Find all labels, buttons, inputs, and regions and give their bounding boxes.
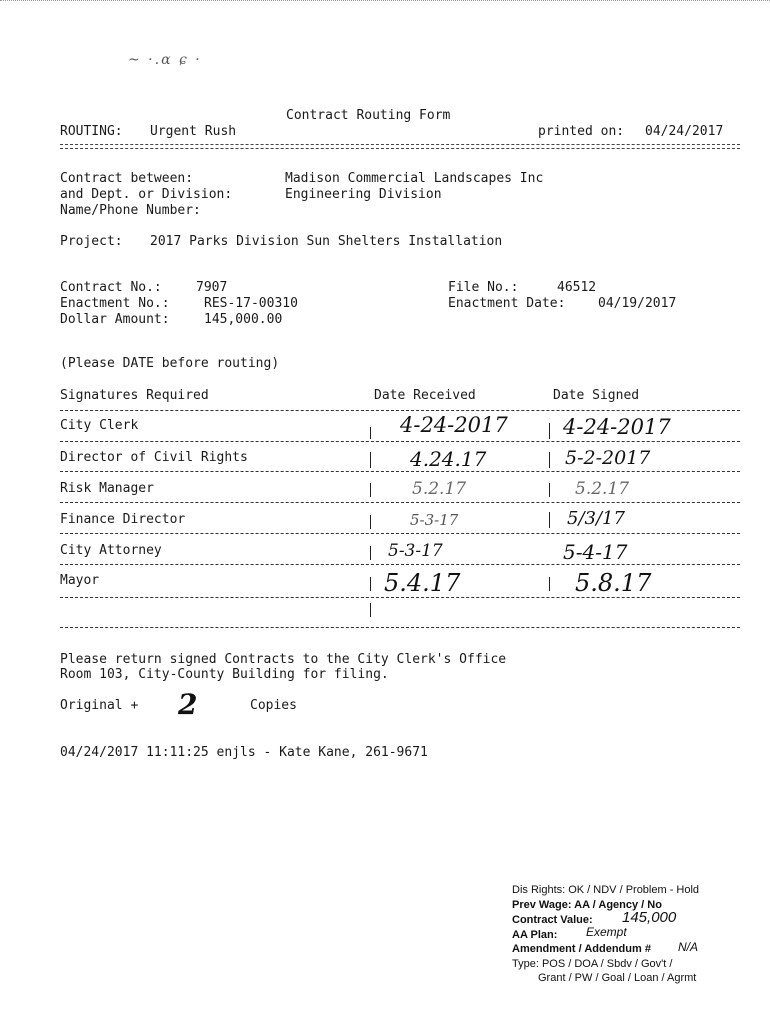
copies-label: Copies: [250, 698, 297, 713]
stamp-contract-value: 145,000: [622, 909, 677, 926]
stamp-amendment-label: Amendment / Addendum #: [512, 943, 651, 955]
role-mayor: Mayor: [60, 573, 100, 588]
enactment-date-label: Enactment Date:: [448, 296, 566, 311]
contract-between-label: Contract between:: [60, 171, 194, 186]
header-rule: [60, 144, 740, 149]
date-signed: 5.8.17: [575, 569, 652, 597]
file-no-label: File No.:: [448, 280, 519, 295]
faint-scribble: ~ ·.ɑ ɕ ·: [128, 52, 202, 68]
stamp-aa-plan-label: AA Plan:: [512, 929, 558, 941]
column-separator: [549, 577, 550, 591]
stamp-aa-plan-value: Exempt: [586, 925, 627, 939]
column-header-signed: Date Signed: [553, 388, 640, 403]
return-instructions-line-2: Room 103, City-County Building for filing.: [60, 667, 389, 682]
dollar-amount-label: Dollar Amount:: [60, 312, 170, 327]
column-separator: [370, 603, 371, 617]
column-separator: [549, 452, 550, 468]
stamp-grant-line: Grant / PW / Goal / Loan / Agrmt: [538, 972, 697, 984]
role-city-clerk: City Clerk: [60, 418, 139, 433]
row-divider: [60, 441, 740, 442]
role-director-civil-rights: Director of Civil Rights: [60, 450, 248, 465]
copies-count: 2: [178, 688, 198, 721]
project-label: Project:: [60, 234, 123, 249]
row-divider: [60, 533, 740, 534]
date-received: 5-3-17: [388, 541, 443, 561]
routing-value: Urgent Rush: [150, 124, 237, 139]
stamp-contract-value-label: Contract Value:: [512, 914, 593, 926]
printed-date: 04/24/2017: [645, 124, 724, 139]
column-separator: [549, 423, 550, 439]
row-divider: [60, 502, 740, 503]
stamp-prev-wage: Prev Wage: AA / Agency / No: [512, 899, 662, 911]
dept-value: Engineering Division: [285, 187, 442, 202]
contract-no-value: 7907: [196, 280, 228, 295]
contract-no-label: Contract No.:: [60, 280, 162, 295]
date-received: 5.4.17: [384, 569, 461, 597]
date-received: 4-24-2017: [400, 413, 508, 437]
column-separator: [370, 452, 371, 468]
column-separator: [370, 483, 371, 497]
column-separator: [549, 483, 550, 497]
dollar-amount-value: 145,000.00: [204, 312, 283, 327]
table-rule-bottom: [60, 627, 740, 628]
original-label: Original +: [60, 698, 139, 713]
date-signed: 5.2.17: [575, 479, 630, 499]
dept-label: and Dept. or Division:: [60, 187, 233, 202]
enactment-no-label: Enactment No.:: [60, 296, 170, 311]
stamp-amendment-value: N/A: [678, 940, 699, 954]
enactment-no-value: RES-17-00310: [204, 296, 298, 311]
column-separator: [549, 512, 550, 528]
file-no-value: 46512: [557, 280, 597, 295]
date-received: 5-3-17: [410, 511, 459, 529]
return-instructions-line-1: Please return signed Contracts to the City Clerk's Office: [60, 652, 507, 667]
date-received: 5.2.17: [412, 479, 467, 499]
row-divider: [60, 597, 740, 598]
project-value: 2017 Parks Division Sun Shelters Installation: [150, 234, 503, 249]
date-received: 4.24.17: [410, 447, 487, 471]
date-signed: 4-24-2017: [563, 415, 671, 439]
name-phone-label: Name/Phone Number:: [60, 203, 201, 218]
column-separator: [370, 427, 371, 439]
date-signed: 5-2-2017: [565, 447, 651, 469]
column-separator: [370, 515, 371, 529]
date-signed: 5/3/17: [567, 508, 625, 529]
date-signed: 5-4-17: [563, 540, 628, 564]
table-rule-top: [60, 410, 740, 411]
enactment-date-value: 04/19/2017: [598, 296, 677, 311]
column-header-received: Date Received: [374, 388, 476, 403]
row-divider: [60, 564, 740, 565]
role-risk-manager: Risk Manager: [60, 481, 154, 496]
column-separator: [370, 577, 371, 591]
contract-between-value: Madison Commercial Landscapes Inc: [285, 171, 544, 186]
column-separator: [370, 546, 371, 560]
date-routing-note: (Please DATE before routing): [60, 356, 280, 371]
role-finance-director: Finance Director: [60, 512, 186, 527]
form-title: Contract Routing Form: [286, 108, 451, 123]
routing-label: ROUTING:: [60, 124, 123, 139]
log-line: 04/24/2017 11:11:25 enjls - Kate Kane, 261-9671: [60, 745, 428, 760]
stamp-type-line: Type: POS / DOA / Sbdv / Gov't /: [512, 958, 673, 970]
scan-edge-noise: [0, 0, 770, 5]
stamp-dis-rights: Dis Rights: OK / NDV / Problem - Hold: [512, 884, 700, 896]
role-city-attorney: City Attorney: [60, 543, 162, 558]
row-divider: [60, 471, 740, 472]
column-header-signatures: Signatures Required: [60, 388, 209, 403]
printed-label: printed on:: [538, 124, 625, 139]
